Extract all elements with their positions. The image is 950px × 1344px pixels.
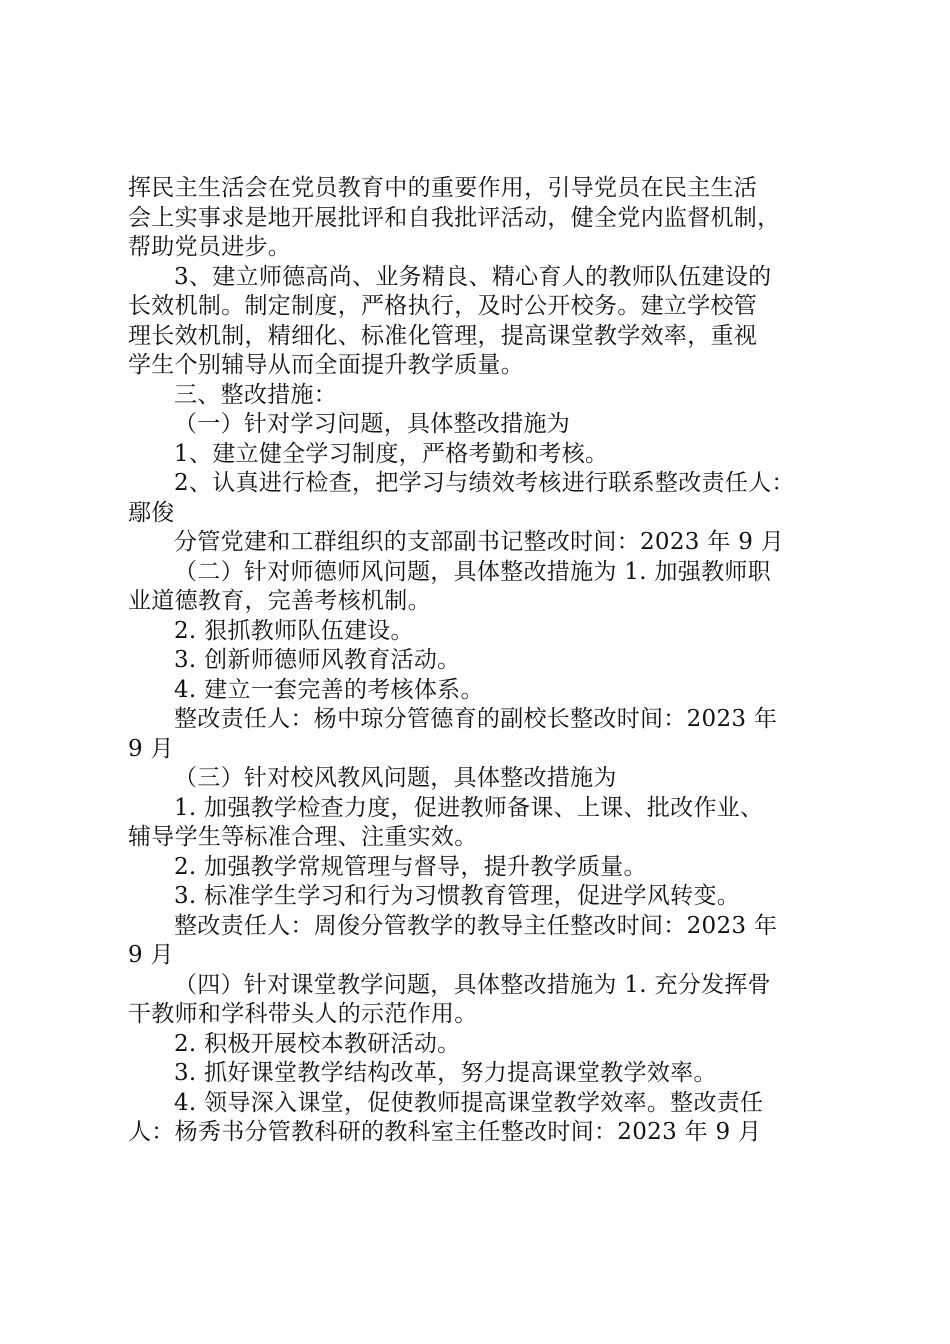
paragraph-line: 3. 创新师德师风教育活动。: [174, 647, 461, 673]
paragraph-line: 业道德教育，完善考核机制。: [128, 588, 431, 614]
paragraph-line: 理长效机制，精细化、标准化管理，提高课堂教学效率，重视: [128, 322, 758, 349]
paragraph-line: 2、认真进行检查，把学习与绩效考核进行联系整改责任人：: [174, 470, 795, 496]
paragraph-line: 帮助党员进步。: [128, 234, 292, 260]
paragraph-line: 人：杨秀书分管教科研的教科室主任整改时间：2023 年 9 月: [128, 1119, 762, 1145]
paragraph-line: 整改责任人：杨中琼分管德育的副校长整改时间：2023 年: [174, 706, 778, 732]
paragraph-line: （二）针对师德师风问题，具体整改措施为 1. 加强教师职: [174, 558, 771, 585]
paragraph-line: 2. 狠抓教师队伍建设。: [174, 617, 414, 644]
paragraph-line: 4. 建立一套完善的考核体系。: [174, 676, 484, 703]
paragraph-line: 3、建立师德高尚、业务精良、精心育人的教师队伍建设的: [174, 263, 772, 290]
document-body: [128, 174, 828, 1148]
paragraph-line: 长效机制。制定制度，严格执行，及时公开校务。建立学校管: [128, 293, 758, 319]
paragraph-line: 2. 积极开展校本教研活动。: [174, 1030, 461, 1057]
paragraph-line: （三）针对校风教风问题，具体整改措施为: [174, 765, 617, 791]
paragraph-line: 鄢俊: [128, 499, 175, 526]
paragraph-line: 三、整改措施：: [174, 381, 338, 408]
paragraph-line: 3. 抓好课堂教学结构改革，努力提高课堂教学效率。: [174, 1060, 717, 1086]
paragraph-line: 2. 加强教学常规管理与督导，提升教学质量。: [174, 853, 647, 880]
paragraph-line: 挥民主生活会在党员教育中的重要作用，引导党员在民主生活: [128, 175, 758, 201]
paragraph-line: 9 月: [128, 942, 174, 968]
paragraph-line: 干教师和学科带头人的示范作用。: [128, 1001, 478, 1027]
paragraph-line: 1. 加强教学检查力度，促进教师备课、上课、批改作业、: [174, 794, 764, 821]
paragraph-line: 1、建立健全学习制度，严格考勤和考核。: [174, 440, 609, 467]
paragraph-line: 3. 标准学生学习和行为习惯教育管理，促进学风转变。: [174, 883, 741, 909]
paragraph-line: 9 月: [128, 735, 174, 762]
paragraph-line: 会上实事求是地开展批评和自我批评活动，健全党内监督机制，: [128, 204, 781, 231]
paragraph-line: （四）针对课堂教学问题，具体整改措施为 1. 充分发挥骨: [174, 971, 771, 998]
paragraph-line: （一）针对学习问题，具体整改措施为: [174, 411, 571, 437]
paragraph-line: 4. 领导深入课堂，促使教师提高课堂教学效率。整改责任: [174, 1089, 764, 1116]
paragraph-line: 辅导学生等标准合理、注重实效。: [128, 824, 478, 850]
paragraph-line: 学生个别辅导从而全面提升教学质量。: [128, 352, 525, 378]
paragraph-line: 整改责任人：周俊分管教学的教导主任整改时间：2023 年: [174, 912, 778, 939]
paragraph-line: 分管党建和工群组织的支部副书记整改时间：2023 年 9 月: [174, 529, 785, 555]
